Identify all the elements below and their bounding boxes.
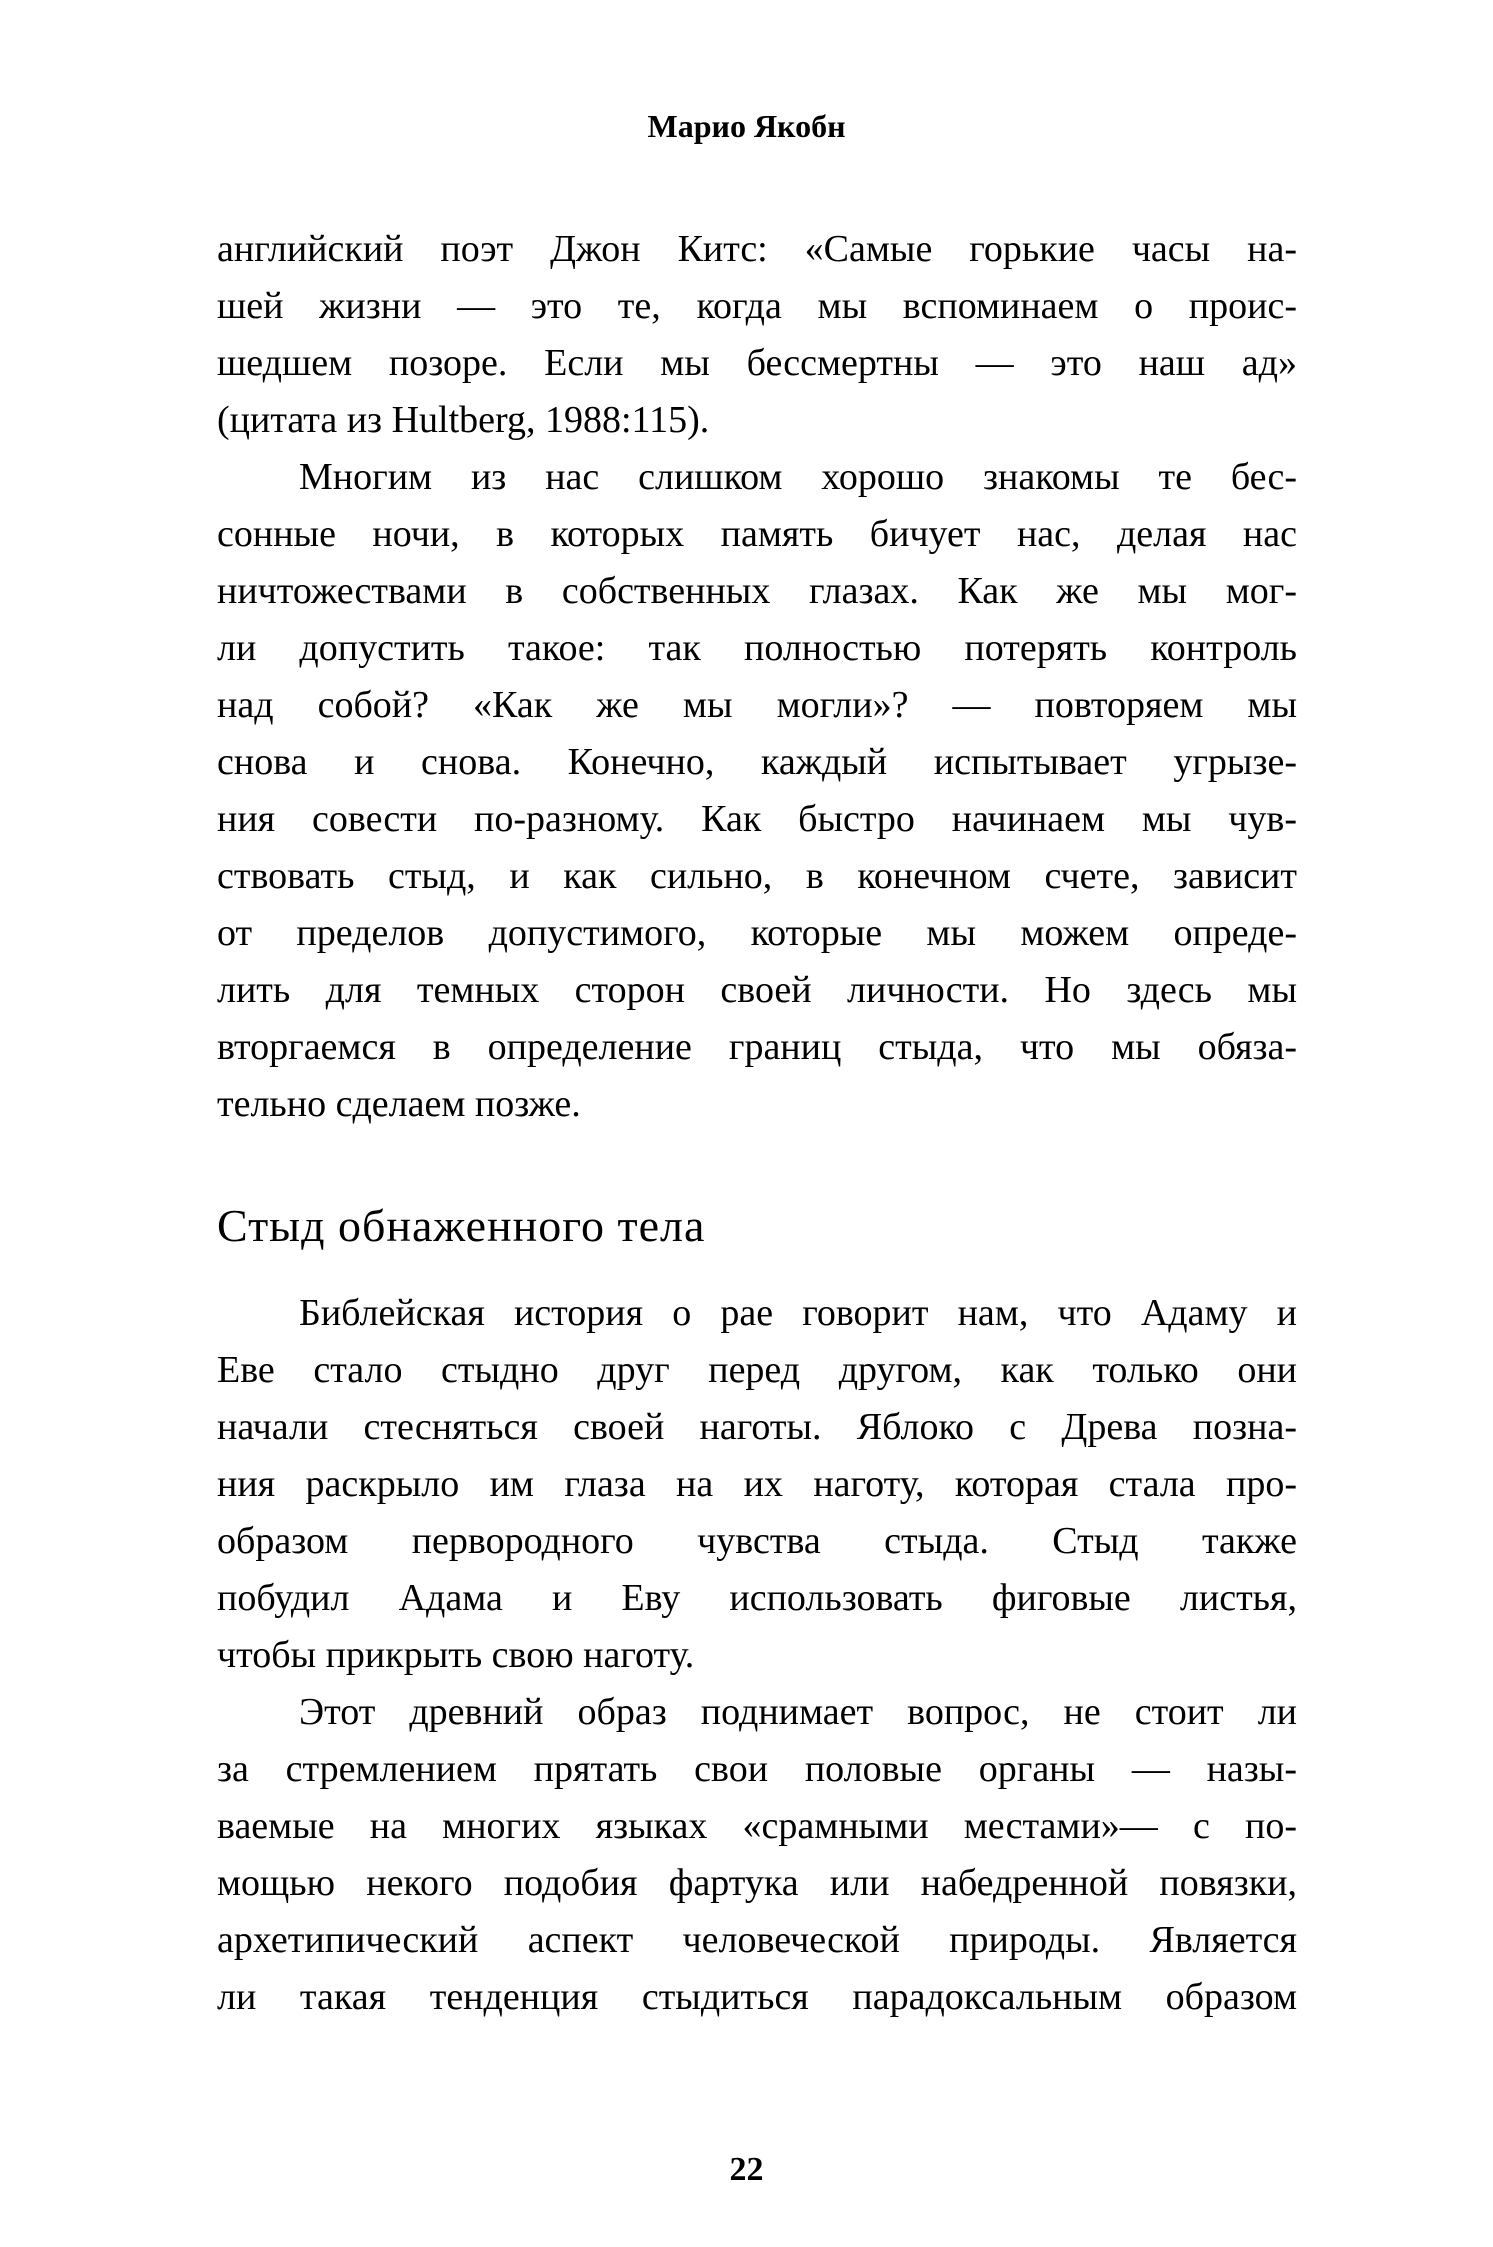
text-line: ли такая тенденция стыдиться парадоксальным образом <box>217 1976 1297 2018</box>
text-line: шедшем позоре. Если мы бессмертны — это наш ад» <box>217 342 1297 384</box>
text-line: Еве стало стыдно друг перед другом, как только они <box>217 1349 1297 1391</box>
text-line: образом первородного чувства стыда. Стыд также <box>217 1520 1297 1562</box>
paragraph-4 <box>217 1684 1297 2026</box>
text-line: ствовать стыд, и как сильно, в конечном счете, зависит <box>217 855 1297 897</box>
text-line: за стремлением прятать свои половые органы — назы- <box>217 1748 1297 1790</box>
text-line: от пределов допустимого, которые мы можем опреде- <box>217 912 1297 954</box>
text-line: Библейская история о рае говорит нам, что Адаму и <box>299 1292 1297 1334</box>
text-line: Многим из нас слишком хорошо знакомы те бес- <box>299 456 1297 498</box>
text-line: вторгаемся в определение границ стыда, что мы обяза- <box>217 1026 1297 1068</box>
text-line: чтобы прикрыть свою наготу. <box>217 1634 695 1676</box>
page-number: 22 <box>729 2151 764 2188</box>
text-line: тельно сделаем позже. <box>217 1083 581 1125</box>
text-line: начали стесняться своей наготы. Яблоко с Древа позна- <box>217 1406 1297 1448</box>
text-line: ли допустить такое: так полностью потерять контроль <box>217 627 1297 669</box>
text-line: лить для темных сторон своей личности. Но здесь мы <box>217 969 1297 1011</box>
text-line: побудил Адама и Еву использовать фиговые листья, <box>217 1577 1297 1619</box>
text-line: сонные ночи, в которых память бичует нас, делая нас <box>217 513 1297 555</box>
paragraph-1 <box>217 221 1297 449</box>
running-head-author: Марио Якобн <box>647 108 846 144</box>
text-line: Этот древний образ поднимает вопрос, не стоит ли <box>299 1691 1297 1733</box>
text-line: ваемые на многих языках «срамными местами»— с по- <box>217 1805 1297 1847</box>
text-line: над собой? «Как же мы могли»? — повторяем мы <box>217 684 1297 726</box>
section-heading: Стыд обнаженного тела <box>217 1200 706 1251</box>
text-line: английский поэт Джон Китс: «Самые горькие часы на- <box>217 228 1297 270</box>
paragraph-3 <box>217 1285 1297 1684</box>
text-line: архетипический аспект человеческой природы. Является <box>217 1919 1297 1961</box>
text-line: ния совести по-разному. Как быстро начинаем мы чув- <box>217 798 1297 840</box>
paragraph-2 <box>217 449 1297 1133</box>
text-line: (цитата из Hultberg, 1988:115). <box>217 399 710 441</box>
text-line: ния раскрыло им глаза на их наготу, которая стала про- <box>217 1463 1297 1505</box>
text-line: шей жизни — это те, когда мы вспоминаем о проис- <box>217 285 1297 327</box>
text-line: снова и снова. Конечно, каждый испытывает угрызе- <box>217 741 1297 783</box>
text-line: мощью некого подобия фартука или набедренной повязки, <box>217 1862 1297 1904</box>
text-line: ничтожествами в собственных глазах. Как же мы мог- <box>217 570 1297 612</box>
